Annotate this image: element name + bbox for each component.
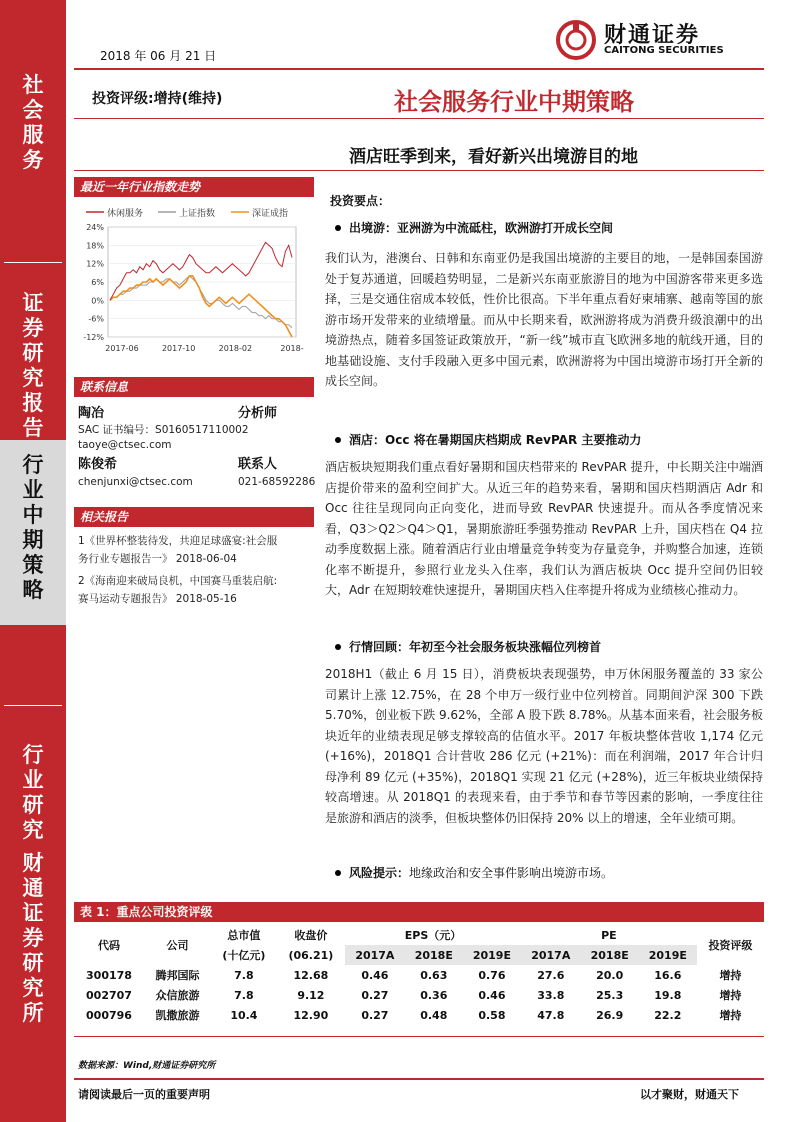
sidebar-label-research: 行 业 研 究 [22, 742, 44, 842]
y-tick-label: 6% [91, 278, 104, 287]
col-header-eps: EPS（元） [404, 929, 462, 942]
footer-disclaimer[interactable]: 请阅读最后一页的重要声明 [78, 1088, 210, 1101]
index-trend-chart [74, 197, 314, 365]
col-header-mcap: 总市值 [227, 929, 261, 942]
col-header-year: 2018E [581, 945, 639, 965]
page-subtitle: 酒店旺季到来，看好新兴出境游目的地 [349, 147, 638, 167]
related-report-1[interactable]: 1《世界杯整装待发，共迎足球盛宴:社会服 务行业专题报告一》 2018-06-04 [78, 535, 278, 565]
col-header-year: 2018E [405, 945, 463, 965]
related-section-header: 相关报告 [74, 507, 314, 527]
series-line-sh [110, 276, 292, 328]
contact-section-header: 联系信息 [74, 377, 314, 397]
sidebar-label-institute: 财 通 证 券 研 究 所 [22, 850, 44, 1025]
y-tick-label: 18% [86, 241, 104, 251]
legend-label-sh: 上证指数 [179, 209, 216, 219]
col-header-year: 2019E [639, 945, 697, 965]
x-tick-label: 2017-10 [161, 344, 196, 353]
table-bottom-rule [74, 1036, 764, 1037]
x-tick-label: 2017-06 [105, 344, 139, 353]
col-header-price-date: (06.21) [288, 948, 334, 962]
bullet-icon [335, 437, 341, 443]
col-header-year: 2017A [345, 945, 405, 965]
chart-section-header: 最近一年行业指数走势 [74, 177, 314, 197]
col-header-company: 公司 [166, 939, 189, 952]
logo-en: CAITONG SECURITIES [604, 45, 724, 56]
contact-name: 陈俊希 [78, 457, 118, 472]
y-tick-label: 12% [86, 259, 104, 269]
table-row: 000796 凯撒旅游 10.4 12.90 0.27 0.48 0.58 47.8 26.9 22.2 增持 [86, 1008, 742, 1022]
y-tick-label: -6% [88, 314, 104, 324]
analyst-name: 陶冶 [78, 406, 105, 421]
bullet-icon [335, 870, 341, 876]
y-tick-label: -12% [83, 333, 104, 342]
bullet-outbound-heading: 出境游：亚洲游为中流砥柱，欧洲游打开成长空间 [325, 219, 613, 236]
bullet-hotel-heading: 酒店：Occ 将在暑期国庆档期成 RevPAR 主要推动力 [325, 431, 641, 448]
header-rule [74, 68, 764, 70]
chart-legend [86, 207, 288, 219]
rating-table [74, 925, 764, 1025]
page-title: 社会服务行业中期策略 [394, 87, 634, 116]
sidebar-divider [4, 262, 62, 263]
col-header-code: 代码 [98, 939, 120, 952]
logo-icon [556, 20, 596, 60]
line-chart [74, 197, 314, 365]
footer-slogan: 以才聚财，财通天下 [640, 1088, 739, 1101]
x-tick-label: 2018- [280, 344, 304, 353]
sidebar-label-industry: 社 会 服 务 [22, 72, 44, 172]
analyst-cert: SAC 证书编号：S0160517110002 [78, 424, 249, 436]
bullet-outbound-body: 我们认为，港澳台、日韩和东南亚仍是我国出境游的主要目的地，一是韩国泰国游处于复苏通道，回暖趋势明显，二是新兴东南亚旅游目的地为中国游客带来更多选择，三是交通住宿成本较低，性价比很高。下半年重点看好柬埔寨、越南等国的旅游市场开发带来的业绩增量。而从中长期来看，欧洲游将成为消费升级浪潮中的出境游热点，随着多国签证政策放开，“新一线”城市直飞欧洲多地的航线开通，目的地基础设施、支付手段融入更多中国元素，欧洲游将为中国出境游市场打开全新的成长空间。 [325, 251, 763, 388]
y-tick-label: 0% [91, 296, 104, 306]
col-header-price: 收盘价 [294, 929, 328, 942]
analyst-email[interactable]: taoye@ctsec.com [78, 439, 172, 451]
col-header-year: 2019E [463, 945, 521, 965]
col-header-rating: 投资评级 [708, 939, 753, 952]
logo-cn: 财通证券 [604, 22, 701, 48]
contact-email[interactable]: chenjunxi@ctsec.com [78, 476, 193, 488]
bullet-risk: 风险提示：地缘政治和安全事件影响出境游市场。 [325, 864, 613, 881]
bullet-icon [335, 644, 341, 650]
y-tick-label: 24% [86, 223, 104, 232]
related-report-2[interactable]: 2《海南迎来破局良机，中国赛马重装启航: 赛马运动专题报告》 2018-05-16 [78, 575, 278, 605]
footer-rule [74, 1078, 764, 1080]
col-header-mcap-unit: (十亿元) [222, 949, 266, 962]
sidebar-divider [4, 705, 62, 706]
series-line-sz [110, 276, 292, 337]
bullet-market-body: 2018H1（截止 6 月 15 日），消费板块表现强势，申万休闲服务覆盖的 33 家公司累计上涨 12.75%，在 28 个申万一级行业中位列榜首。同期间沪深 300 下跌 5.70%，创业板下跌 9.62%，全部 A 股下跌 8.78%。从基本面来看，社会服务板块近年的业绩表现足够支撑较高的估值水平。2017 年板块整体营收 1,174 亿元 (+16%)，2018Q1 合计营收 286 亿元 (+21%)：而在利润端，2017 年合计归母净利 89 亿元 (+35%)，2018Q1 实现 21 亿元 (+28%)，近三年板块业绩保持较高增速。从 2018Q1 的表现来看，由于季节和春节等因素的影响，一季度往往是旅游和酒店的淡季，但板块整体仍旧保持 20% 以上的增速，全年业绩可期。 [325, 667, 763, 825]
contact-role: 联系人 [238, 457, 278, 472]
bullet-market-heading: 行情回顾：年初至今社会服务板块涨幅位列榜首 [325, 638, 601, 655]
contact-phone: 021-68592286 [238, 476, 316, 488]
legend-label-leisure: 休闲服务 [107, 209, 144, 219]
col-header-year: 2017A [521, 945, 581, 965]
table-row: 002707 众信旅游 7.8 9.12 0.27 0.36 0.46 33.8 25.3 19.8 增持 [86, 988, 742, 1002]
table-row: 300178 腾邦国际 7.8 12.68 0.46 0.63 0.76 27.6 20.0 16.6 增持 [86, 968, 742, 982]
title-rule [74, 118, 764, 119]
table-title: 表 1：重点公司投资评级 [74, 902, 764, 922]
points-heading: 投资要点： [330, 194, 391, 208]
report-date: 2018 年 06 月 21 日 [100, 49, 217, 63]
investment-rating: 投资评级:增持(维持) [92, 91, 223, 107]
sidebar-label-report: 证 券 研 究 报 告 [22, 290, 44, 440]
analyst-role: 分析师 [238, 406, 278, 421]
sidebar-label-strategy: 行 业 中 期 策 略 [22, 452, 44, 602]
subtitle-rule [74, 170, 764, 171]
x-tick-label: 2018-02 [218, 344, 253, 353]
bullet-hotel-body: 酒店板块短期我们重点看好暑期和国庆档带来的 RevPAR 提升，中长期关注中端酒店提价带来的盈利空间扩大。从近三年的趋势来看，暑期和国庆档期酒店 Adr 和 Occ 往往呈现同向正向变化，进而导致 RevPAR 快速提升。而从各季度情况来看，Q3＞Q2＞Q4＞Q1，暑期旅游旺季强势推动 RevPAR 上升，国庆档在 Q4 拉动季度数据上涨。随着酒店行业由增量竞争转变为存量竞争，并购整合加速，连锁化率不断提升，参照行业龙头入住率，我们认为酒店板块 Occ 提升空间仍旧较大，Adr 在短期较难快速提升，暑期国庆档入住率提升将成为业绩核心推动力。 [325, 460, 763, 597]
bullet-icon [335, 225, 341, 231]
table-source: 数据来源：Wind,财通证券研究所 [78, 1061, 216, 1071]
col-header-pe: PE [601, 928, 617, 942]
legend-label-sz: 深证成指 [252, 209, 289, 219]
